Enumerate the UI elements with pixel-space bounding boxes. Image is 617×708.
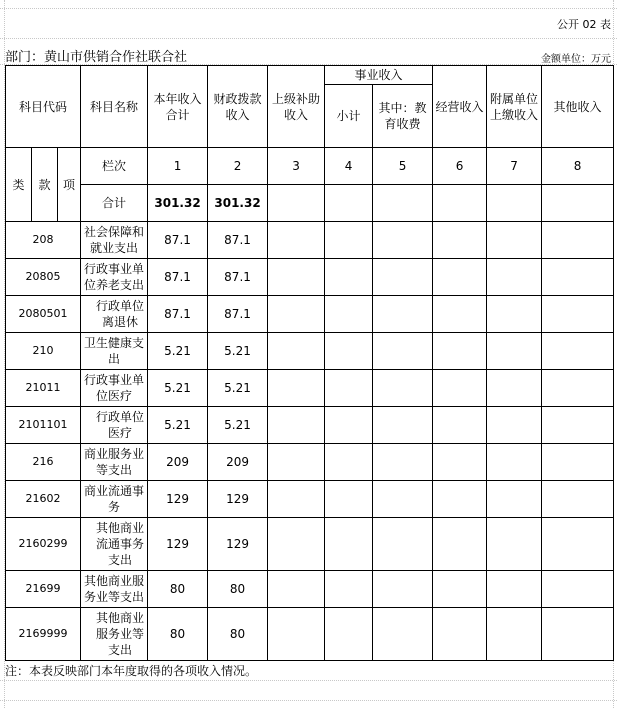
total-income-cell: 129	[148, 481, 208, 518]
subject-code: 21011	[6, 370, 81, 407]
col-number: 8	[542, 148, 614, 185]
header-other-income: 其他收入	[542, 66, 614, 148]
header-subject-code: 科目代码	[6, 66, 81, 148]
subject-code: 21602	[6, 481, 81, 518]
fiscal-income-cell: 5.21	[208, 333, 268, 370]
header-edu-fee: 其中：教育收费	[373, 85, 433, 148]
subject-code: 208	[6, 222, 81, 259]
table-row	[6, 222, 614, 259]
subject-code: 2160299	[6, 518, 81, 571]
total-fiscal-value: 301.32	[208, 185, 268, 222]
fiscal-income-cell: 209	[208, 444, 268, 481]
fiscal-income-cell: 87.1	[208, 259, 268, 296]
subject-name: 社会保障和就业支出	[81, 222, 148, 259]
subject-code: 21699	[6, 571, 81, 608]
subject-name: 行政单位离退休	[81, 296, 148, 333]
total-income-cell: 5.21	[148, 370, 208, 407]
col-number: 3	[268, 148, 325, 185]
total-label: 合计	[81, 185, 148, 222]
header-operating-income: 经营收入	[433, 66, 487, 148]
income-table	[5, 65, 614, 661]
table-row	[6, 481, 614, 518]
total-row	[6, 185, 614, 222]
form-number: 公开 02 表	[557, 18, 611, 31]
total-income-cell: 87.1	[148, 296, 208, 333]
header-xiang: 项	[58, 148, 81, 222]
amount-unit: 金额单位：万元	[541, 54, 611, 65]
subject-code: 2169999	[6, 608, 81, 661]
header-total-income: 本年收入合计	[148, 66, 208, 148]
subject-name: 其他商业服务业等支出	[81, 571, 148, 608]
subject-name: 商业流通事务	[81, 481, 148, 518]
fiscal-income-cell: 87.1	[208, 296, 268, 333]
total-income-cell: 80	[148, 608, 208, 661]
total-income-cell: 5.21	[148, 407, 208, 444]
total-income-cell: 87.1	[148, 222, 208, 259]
fiscal-income-cell: 87.1	[208, 222, 268, 259]
col-number: 5	[373, 148, 433, 185]
subject-code: 20805	[6, 259, 81, 296]
footnote: 注：本表反映部门本年度取得的各项收入情况。	[5, 664, 258, 678]
table-row	[6, 370, 614, 407]
total-income-cell: 80	[148, 571, 208, 608]
header-upper-subsidy: 上级补助收入	[268, 66, 325, 148]
col-number: 2	[208, 148, 268, 185]
subject-code: 210	[6, 333, 81, 370]
col-number: 4	[325, 148, 373, 185]
header-fiscal-income: 财政拨款收入	[208, 66, 268, 148]
fiscal-income-cell: 5.21	[208, 370, 268, 407]
header-lei: 类	[6, 148, 32, 222]
table-row	[6, 518, 614, 571]
header-affiliate-income: 附属单位上缴收入	[487, 66, 542, 148]
col-number: 7	[487, 148, 542, 185]
subject-name: 卫生健康支出	[81, 333, 148, 370]
header-subject-name: 科目名称	[81, 66, 148, 148]
total-income-cell: 129	[148, 518, 208, 571]
subject-name: 行政事业单位养老支出	[81, 259, 148, 296]
total-income-cell: 87.1	[148, 259, 208, 296]
col-number: 1	[148, 148, 208, 185]
fiscal-income-cell: 129	[208, 518, 268, 571]
subject-code: 2080501	[6, 296, 81, 333]
header-kuan: 款	[32, 148, 58, 222]
fiscal-income-cell: 80	[208, 571, 268, 608]
table-row	[6, 333, 614, 370]
subject-name: 商业服务业等支出	[81, 444, 148, 481]
col-number: 6	[433, 148, 487, 185]
fiscal-income-cell: 5.21	[208, 407, 268, 444]
subject-code: 2101101	[6, 407, 81, 444]
table-row	[6, 571, 614, 608]
subject-name: 行政事业单位医疗	[81, 370, 148, 407]
subject-name: 行政单位医疗	[81, 407, 148, 444]
department-label: 部门：黄山市供销合作社联合社	[5, 50, 188, 65]
fiscal-income-cell: 80	[208, 608, 268, 661]
total-income-value: 301.32	[148, 185, 208, 222]
fiscal-income-cell: 129	[208, 481, 268, 518]
header-lanci: 栏次	[81, 148, 148, 185]
subject-name: 其他商业流通事务支出	[81, 518, 148, 571]
table-row	[6, 407, 614, 444]
table-row	[6, 296, 614, 333]
header-subtotal: 小计	[325, 85, 373, 148]
subject-name: 其他商业服务业等支出	[81, 608, 148, 661]
table-row	[6, 608, 614, 661]
subject-code: 216	[6, 444, 81, 481]
header-business-income: 事业收入	[325, 66, 433, 85]
total-income-cell: 5.21	[148, 333, 208, 370]
total-income-cell: 209	[148, 444, 208, 481]
table-row	[6, 259, 614, 296]
table-row	[6, 444, 614, 481]
